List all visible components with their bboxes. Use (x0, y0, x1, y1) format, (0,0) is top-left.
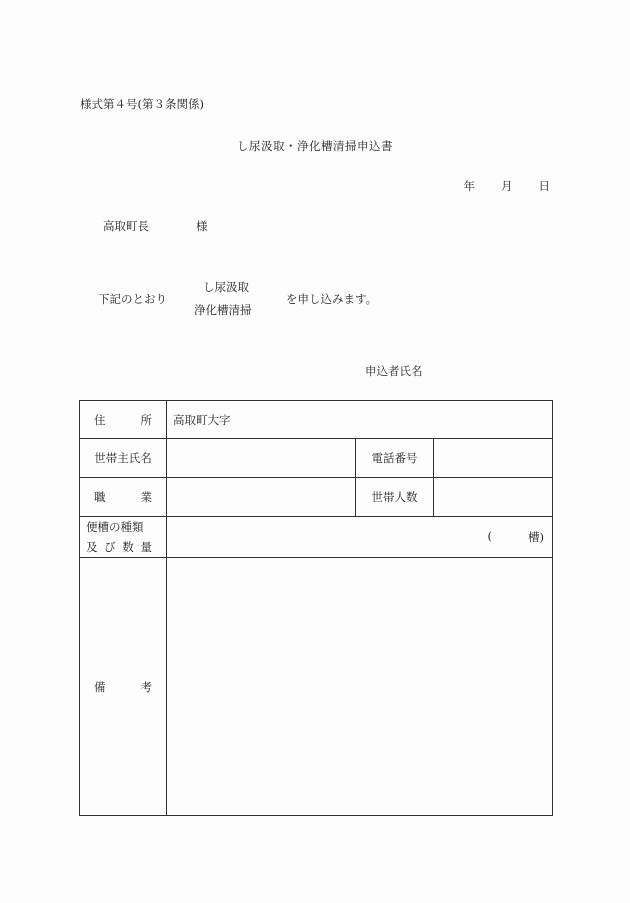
date-year-label: 年 (463, 179, 475, 193)
date-day-label: 日 (538, 179, 550, 193)
tank-label-line1: 便槽の種類 (86, 520, 144, 534)
tank-unit: 槽) (528, 530, 544, 544)
address-label (80, 401, 167, 439)
page-title: し尿汲取・浄化槽清掃申込書 (237, 139, 393, 153)
tank-open-paren: ( (487, 529, 492, 543)
table-row-address (80, 401, 553, 439)
tank-label-char2: び (104, 540, 116, 554)
form-number: 様式第４号(第３条関係) (80, 97, 204, 111)
table-row-householder (80, 439, 553, 478)
statement-suffix: を申し込みます。 (286, 292, 378, 306)
occupation-label-char1: 職 (94, 490, 106, 504)
application-table (79, 400, 553, 816)
statement-option-septic-cleaning: 浄化槽清掃 (194, 303, 252, 317)
phone-field[interactable] (434, 439, 553, 478)
table-row-occupation (80, 478, 553, 517)
occupation-label-char2: 業 (140, 490, 152, 504)
addressee-name: 高取町長 (103, 219, 149, 233)
household-count-label: 世帯人数 (356, 478, 434, 517)
occupation-label (80, 478, 167, 517)
tank-count (173, 529, 546, 545)
remarks-label-char2: 考 (140, 679, 152, 694)
remarks-field[interactable] (167, 558, 553, 816)
remarks-label-char1: 備 (94, 679, 106, 694)
household-count-field[interactable] (434, 478, 553, 517)
table-row-tank (80, 517, 553, 558)
householder-field[interactable] (167, 439, 356, 478)
tank-label-char3: 数 (122, 540, 134, 554)
phone-label: 電話番号 (356, 439, 434, 478)
tank-label-line2 (86, 537, 152, 557)
tank-label (80, 517, 167, 558)
applicant-name-label: 申込者氏名 (365, 364, 423, 378)
remarks-label (80, 558, 167, 816)
statement-option-night-soil: し尿汲取 (203, 280, 249, 294)
address-label-char1: 住 (94, 412, 106, 427)
occupation-field[interactable] (167, 478, 356, 517)
tank-label-char4: 量 (140, 540, 152, 554)
statement-prefix: 下記のとおり (98, 292, 167, 306)
date-month-label: 月 (501, 179, 513, 193)
address-field[interactable] (167, 401, 553, 439)
householder-label: 世帯主氏名 (80, 439, 167, 478)
date-line (464, 178, 551, 194)
table-row-remarks (80, 558, 553, 816)
address-value: 高取町大字 (173, 412, 231, 427)
tank-label-char1: 及 (86, 540, 98, 554)
tank-field[interactable] (167, 517, 553, 558)
address-label-char2: 所 (140, 412, 152, 427)
addressee-honorific: 様 (196, 219, 208, 233)
